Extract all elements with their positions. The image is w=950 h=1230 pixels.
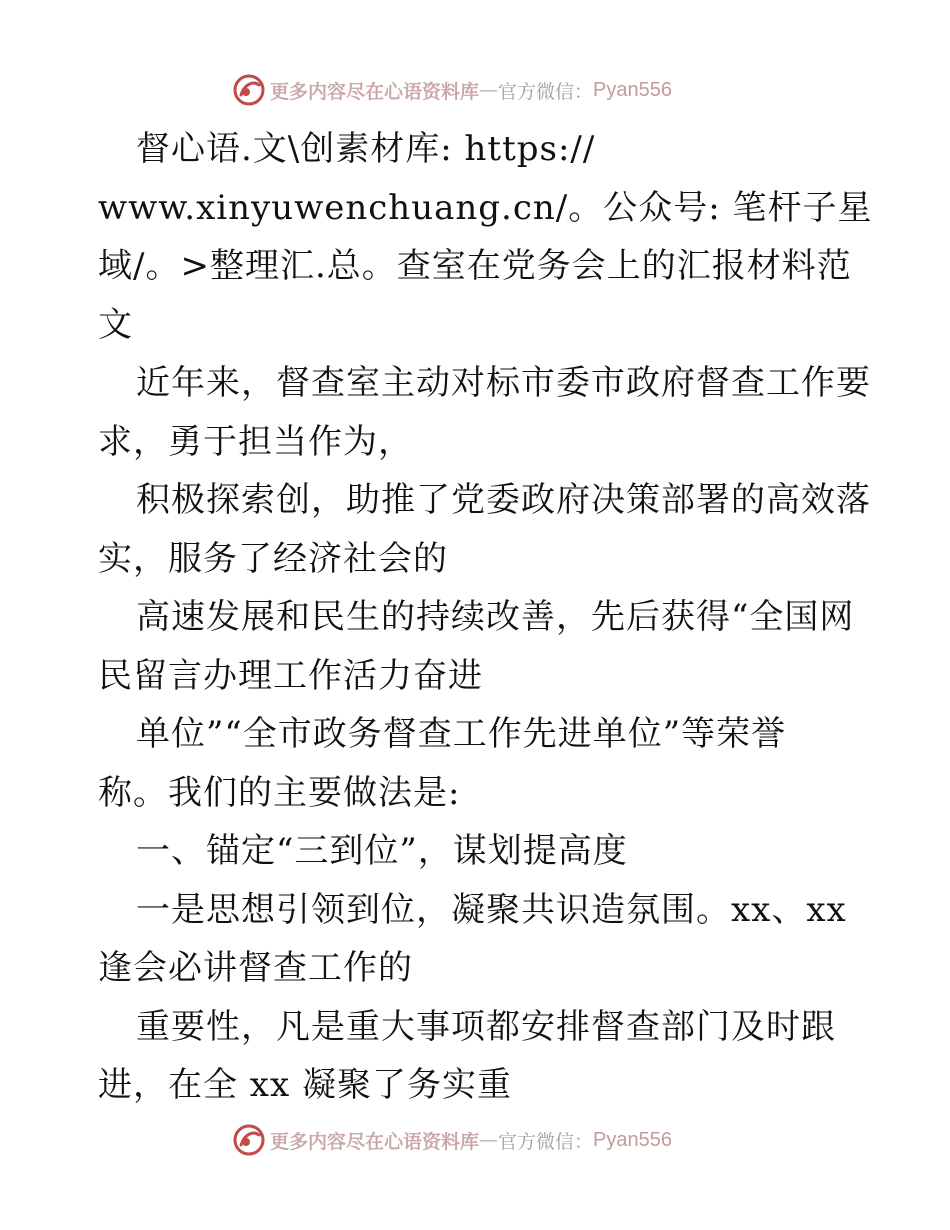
footer-brand-text: 更多内容尽在心语资料库	[270, 1130, 480, 1153]
text-line: 称。我们的主要做法是:	[98, 772, 461, 813]
text-line: 求，勇于担当作为，	[98, 421, 413, 462]
header-wechat-label: 官方微信：	[498, 80, 594, 103]
text-line: 文	[98, 304, 133, 345]
text-line: 逢会必讲督查工作的	[98, 948, 413, 988]
brand-logo-icon	[232, 1123, 266, 1157]
brand-logo-icon	[232, 73, 266, 107]
text-line: 重要性，凡是重大事项都安排督查部门及时跟	[136, 1006, 836, 1047]
text-line: 域/。>整理汇.总。查室在党务会上的汇报材料范	[98, 246, 852, 286]
header-brand-text: 更多内容尽在心语资料库	[270, 80, 480, 103]
text-line: 单位”“全市政务督查工作先进单位”等荣誉	[136, 714, 787, 754]
document-body	[98, 120, 873, 1115]
section-heading: 一、锚定“三到位”，谋划提高度	[136, 831, 628, 871]
footer-wechat-id: Pyan556	[593, 1128, 672, 1151]
text-line: 高速发展和民生的持续改善，先后获得“全国网	[136, 597, 855, 637]
text-line: 一是思想引领到位，凝聚共识造氛围。xx、xx	[136, 889, 847, 930]
text-line: www.xinyuwenchuang.cn/。公众号: 笔杆子星	[98, 187, 873, 228]
text-line: 民留言办理工作活力奋进	[98, 655, 483, 696]
text-line: 进，在全 xx 凝聚了务实重	[98, 1065, 512, 1105]
footer-wechat-label: 官方微信：	[498, 1130, 594, 1153]
text-line: 实，服务了经济社会的	[98, 538, 448, 579]
footer-banner	[232, 1122, 712, 1158]
text-line: 近年来，督查室主动对标市委市政府督查工作要	[136, 363, 871, 403]
text-line: 督心语.文\创素材库: https://	[136, 129, 596, 169]
text-line: 积极探索创，助推了党委政府决策部署的高效落	[136, 480, 871, 520]
header-banner	[232, 72, 712, 108]
header-wechat-id: Pyan556	[593, 78, 672, 101]
footer-dash: —	[479, 1129, 499, 1151]
header-dash: —	[479, 79, 499, 101]
